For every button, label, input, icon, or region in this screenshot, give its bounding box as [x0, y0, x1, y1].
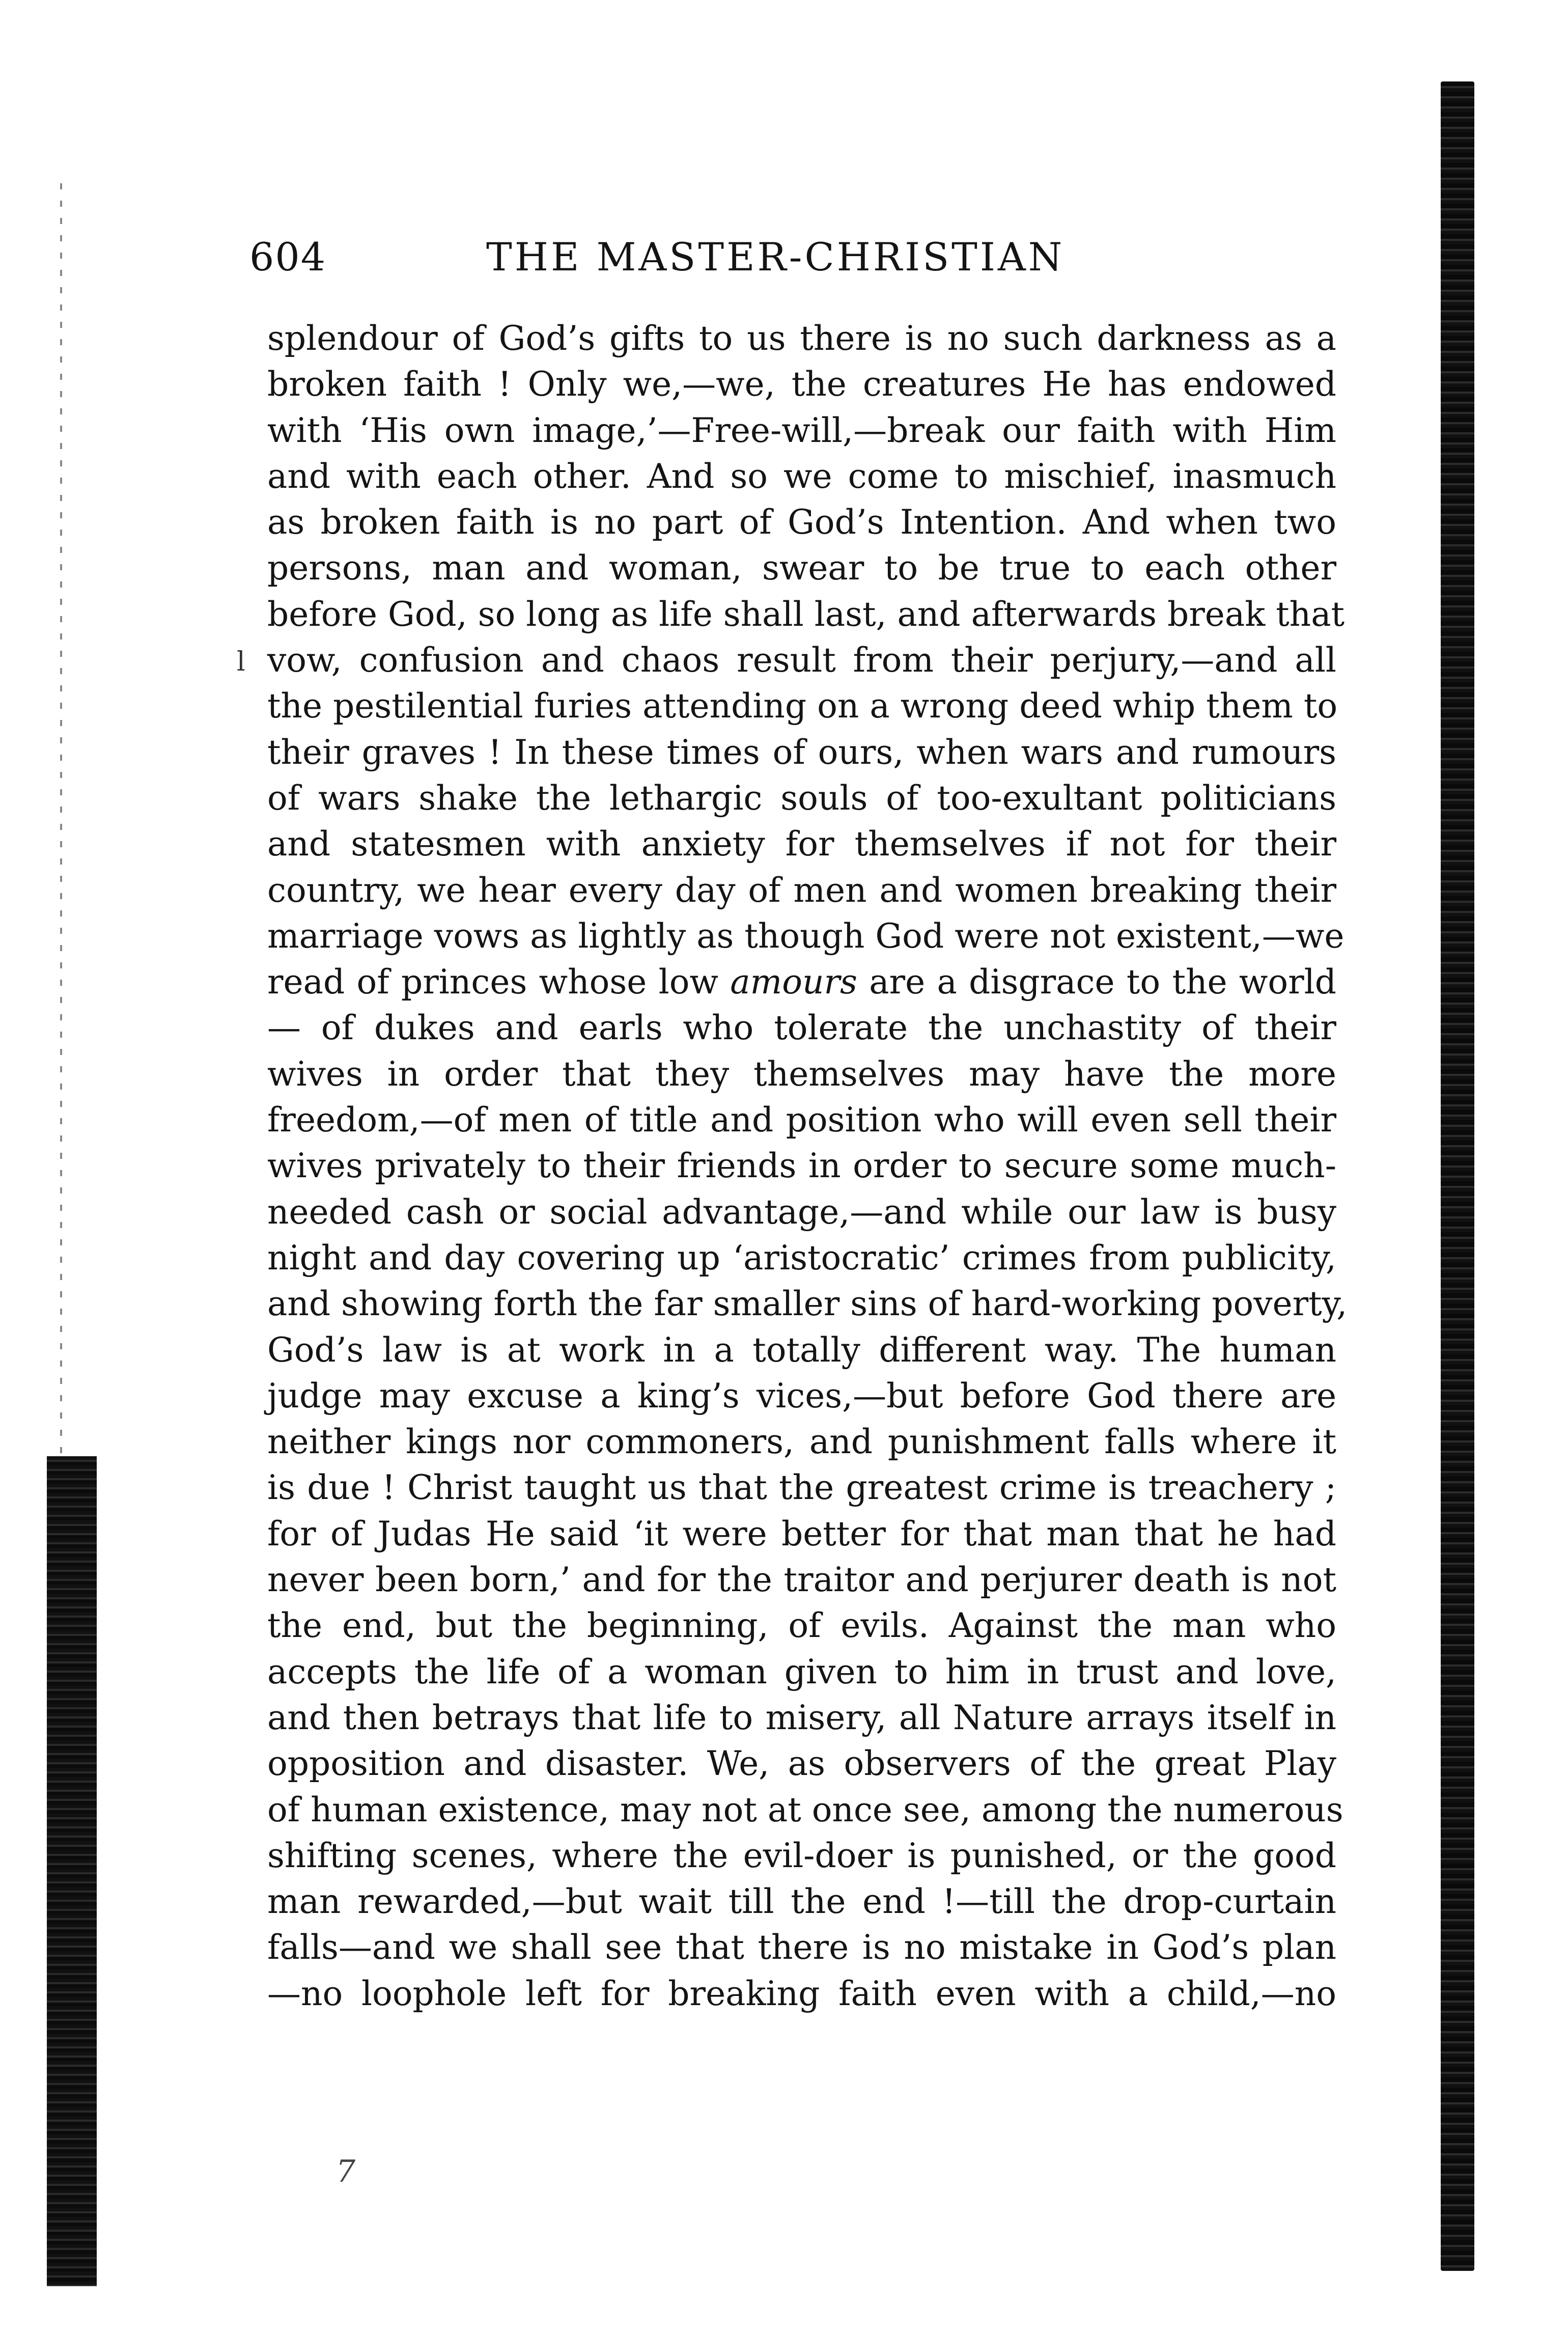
text-line: wives in order that they themselves may have the more — [267, 1054, 1336, 1094]
text-line: the end, but the beginning, of evils. Against the man who — [267, 1606, 1336, 1646]
text-line: —no loophole left for breaking faith even with a child,—no — [267, 1974, 1336, 2013]
italic-word: amours — [730, 962, 857, 1002]
text-line: shifting scenes, where the evil-doer is punished, or the good — [267, 1836, 1336, 1875]
text-line: and showing forth the far smaller sins of hard-working poverty, — [267, 1284, 1348, 1324]
page-number: 604 — [249, 234, 327, 280]
text-line: with ‘His own image,’—Free-will,—break our faith with Him — [267, 410, 1336, 450]
text-line: persons, man and woman, swear to be true to each other — [267, 548, 1336, 588]
text-line: accepts the life of a woman given to him in trust and love, — [267, 1652, 1336, 1691]
running-title: THE MASTER-CHRISTIAN — [486, 234, 1065, 280]
text-line: God’s law is at work in a totally different way. The human — [267, 1330, 1336, 1370]
text-line: night and day covering up ‘aristocratic’ crimes from publicity, — [267, 1238, 1336, 1278]
text-line: — of dukes and earls who tolerate the unchastity of their — [267, 1008, 1336, 1048]
text-line: needed cash or social advantage,—and while our law is busy — [267, 1192, 1336, 1232]
text-line: splendour of God’s gifts to us there is no such darkness as a — [267, 319, 1336, 358]
text-line: and statesmen with anxiety for themselves if not for their — [267, 824, 1336, 864]
text-line: their graves ! In these times of ours, when wars and rumours — [267, 732, 1336, 772]
text-line: and then betrays that life to misery, all Nature arrays itself in — [267, 1698, 1336, 1737]
binding-shadow-left — [47, 1456, 97, 2286]
text-line: judge may excuse a king’s vices,—but before God there are — [267, 1376, 1336, 1415]
body-text — [267, 316, 1348, 2017]
binding-shadow-left-thin — [60, 183, 62, 1456]
text-line: broken faith ! Only we,—we, the creatures He has endowed — [267, 365, 1336, 404]
text-line: opposition and disaster. We, as observers of the great Play — [267, 1744, 1336, 1784]
margin-mark-left: l — [237, 647, 245, 677]
page-header — [249, 232, 1161, 283]
binding-shadow-right — [1441, 81, 1474, 2271]
text-line: and with each other. And so we come to mischief, inasmuch — [267, 456, 1336, 496]
text-line: wives privately to their friends in order to secure some much- — [267, 1146, 1336, 1186]
text-line: for of Judas He said ‘it were better for that man that he had — [267, 1514, 1336, 1553]
text-line: falls—and we shall see that there is no mistake in God’s plan — [267, 1928, 1336, 1967]
text-line: man rewarded,—but wait till the end !—till the drop-curtain — [267, 1882, 1336, 1922]
text-line: is due ! Christ taught us that the greatest crime is treachery ; — [267, 1468, 1336, 1508]
text-line: the pestilential furies attending on a wrong deed whip them to — [267, 686, 1338, 726]
text-line: as broken faith is no part of God’s Intention. And when two — [267, 503, 1336, 542]
text-line: vow, confusion and chaos result from their perjury,—and all — [267, 641, 1336, 680]
text-line: marriage vows as lightly as though God were not existent,—we — [267, 916, 1345, 956]
text-line: of wars shake the lethargic souls of too-exultant politicians — [267, 778, 1336, 818]
text-line: neither kings nor commoners, and punishment falls where it — [267, 1422, 1336, 1462]
text-line: freedom,—of men of title and position who will even sell their — [267, 1100, 1336, 1140]
text-line: of human existence, may not at once see, among the numerous — [267, 1790, 1343, 1829]
text-line: before God, so long as life shall last, and afterwards break that — [267, 594, 1345, 634]
folio-mark: 7 — [336, 2154, 356, 2189]
text-line: read of princes whose low amours are a disgrace to the world — [267, 962, 1336, 1002]
text-line: never been born,’ and for the traitor and perjurer death is not — [267, 1560, 1336, 1600]
text-line: country, we hear every day of men and women breaking their — [267, 870, 1336, 910]
